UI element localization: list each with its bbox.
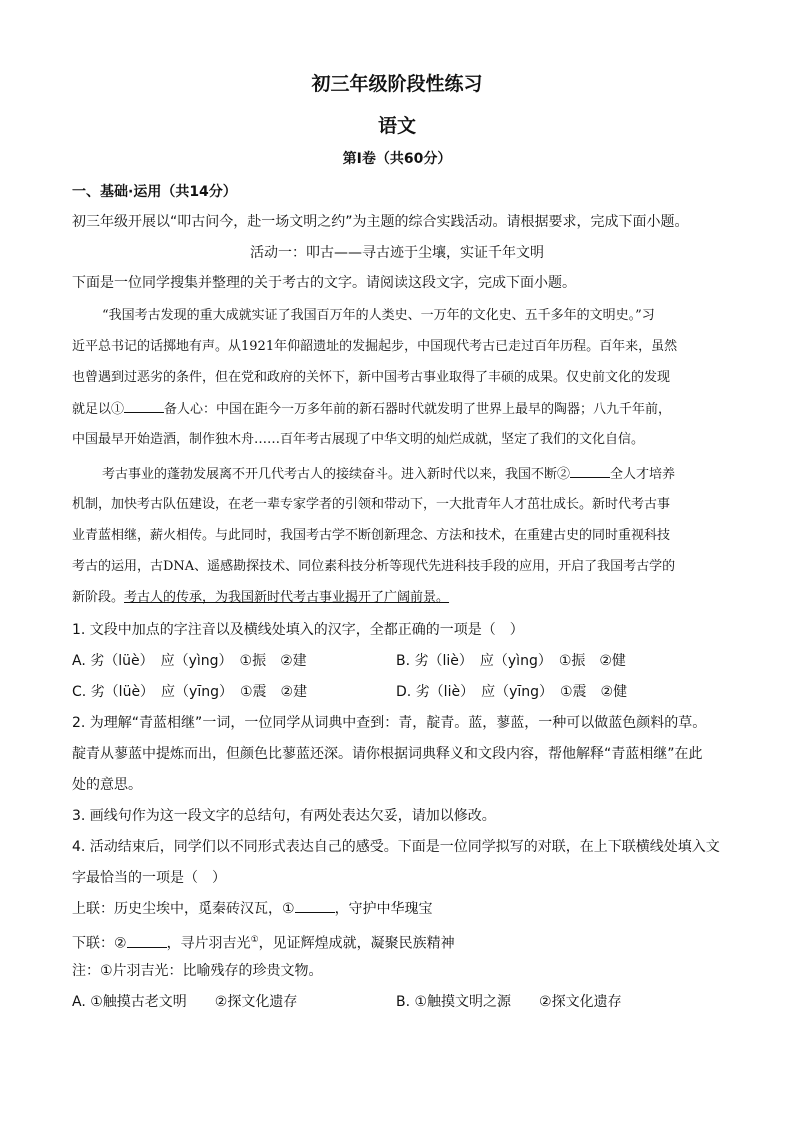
question-4-cont: 字最恰当的一项是（ ）: [72, 870, 226, 886]
section-intro: 初三年级开展以“叩古问今，赴一场文明之约”为主题的综合实践活动。请根据要求，完成下面小题。: [72, 214, 689, 230]
section-heading: 一、基础·运用（共14分）: [72, 184, 237, 200]
option-a: A. 劣（lüè） 应（yìng） ①振 ②建: [72, 653, 307, 669]
couplet-lower: [72, 931, 455, 953]
question-2-cont: 靛青从蓼蓝中提炼而出，但颜色比蓼蓝还深。请你根据词典释义和文段内容，帮他解释“青蓝相继”在此: [72, 746, 703, 762]
underlined-summary-sentence: 考古人的传承，为我国新时代考古事业揭开了广阔前景。: [124, 590, 450, 605]
fill-blank-2: [570, 465, 610, 478]
couplet-text: ，守护中华瑰宝: [334, 901, 433, 917]
passage-line: [72, 400, 671, 419]
q4-option-a: A. ①触摸古老文明 ②探文化遗存: [72, 994, 298, 1010]
question-2-cont: 处的意思。: [72, 777, 142, 793]
passage-line: 业青蓝相继，薪火相传。与此同时，我国考古学不断创新理念、方法和技术，在重建古史的同时重视科技: [72, 528, 671, 543]
couplet-text: ，见证辉煌成就，凝聚民族精神: [258, 935, 455, 952]
option-c: C. 劣（lüè） 应（yīng） ①震 ②建: [72, 684, 308, 700]
activity-heading: 活动一：叩古——寻古迹于尘壤，实证千年文明: [250, 245, 544, 261]
passage-line: [72, 589, 449, 607]
couplet-upper: [72, 900, 433, 918]
volume-title: 第Ⅰ卷（共60分）: [342, 151, 452, 167]
passage-line: 中国最早开始造酒，制作独木舟……百年考古展现了中华文明的灿烂成就，坚定了我们的文化自信。: [72, 432, 645, 447]
couplet-text: 下联：②: [72, 935, 127, 952]
footnote: 注：①片羽吉光：比喻残存的珍贵文物。: [72, 963, 323, 979]
couplet-text: 上联：历史尘埃中，觅秦砖汉瓦，①: [72, 901, 295, 917]
reading-instruction: 下面是一位同学搜集并整理的关于考古的文字。请阅读这段文字，完成下面小题。: [72, 275, 576, 291]
passage-line: “我国考古发现的重大成就实证了我国百万年的人类史、一万年的文化史、五千多年的文明史。”习: [102, 308, 655, 323]
passage-line: [102, 465, 675, 484]
passage-text: 备人心：中国在距今一万多年前的新石器时代就发明了世界上最早的陶器；八九千年前，: [164, 402, 672, 417]
passage-text: 全人才培养: [610, 467, 676, 482]
passage-line: 也曾遇到过恶劣的条件，但在党和政府的关怀下，新中国考古事业取得了丰硕的成果。仅史前文化的发现: [72, 370, 671, 385]
passage-text: 就足以①: [72, 402, 125, 417]
question-1: 1. 文段中加点的字注音以及横线处填入的汉字，全都正确的一项是（ ）: [72, 622, 524, 638]
option-b: B. 劣（liè） 应（yìng） ①振 ②健: [396, 653, 626, 669]
question-4: 4. 活动结束后，同学们以不同形式表达自己的感受。下面是一位同学拟写的对联，在上下联横线处填入文: [72, 839, 720, 855]
couplet-blank-2: [127, 935, 167, 948]
exam-title: 初三年级阶段性练习: [311, 73, 483, 95]
question-3: 3. 画线句作为这一段文字的总结句，有两处表达欠妥，请加以修改。: [72, 808, 496, 824]
passage-line: 机制，加快考古队伍建设，在老一辈专家学者的引领和带动下，一大批青年人才茁壮成长。新时代考古事: [72, 497, 671, 512]
footnote-marker: ①: [250, 935, 259, 945]
question-2: 2. 为理解“青蓝相继”一词，一位同学从词典中查到：青，靛青。蓝，蓼蓝，一种可以做蓝色颜料的草。: [72, 715, 707, 731]
passage-text: 考古事业的蓬勃发展离不开几代考古人的接续奋斗。进入新时代以来，我国不断②: [102, 467, 571, 482]
passage-line: 近平总书记的话掷地有声。从1921年仰韶遗址的发掘起步，中国现代考古已走过百年历程。百年来，虽然: [72, 339, 678, 354]
subject-title: 语文: [377, 115, 416, 137]
option-d: D. 劣（liè） 应（yīng） ①震 ②健: [396, 684, 628, 700]
couplet-blank-1: [295, 900, 335, 913]
fill-blank-1: [124, 400, 164, 413]
q4-option-b: B. ①触摸文明之源 ②探文化遗存: [396, 994, 622, 1010]
couplet-text: ，寻片羽吉光: [166, 935, 251, 952]
passage-text: 新阶段。: [72, 590, 125, 605]
passage-line: 考古的运用，古DNA、遥感勘探技术、同位素科技分析等现代先进科技手段的应用，开启了我国考古学的: [72, 559, 676, 574]
